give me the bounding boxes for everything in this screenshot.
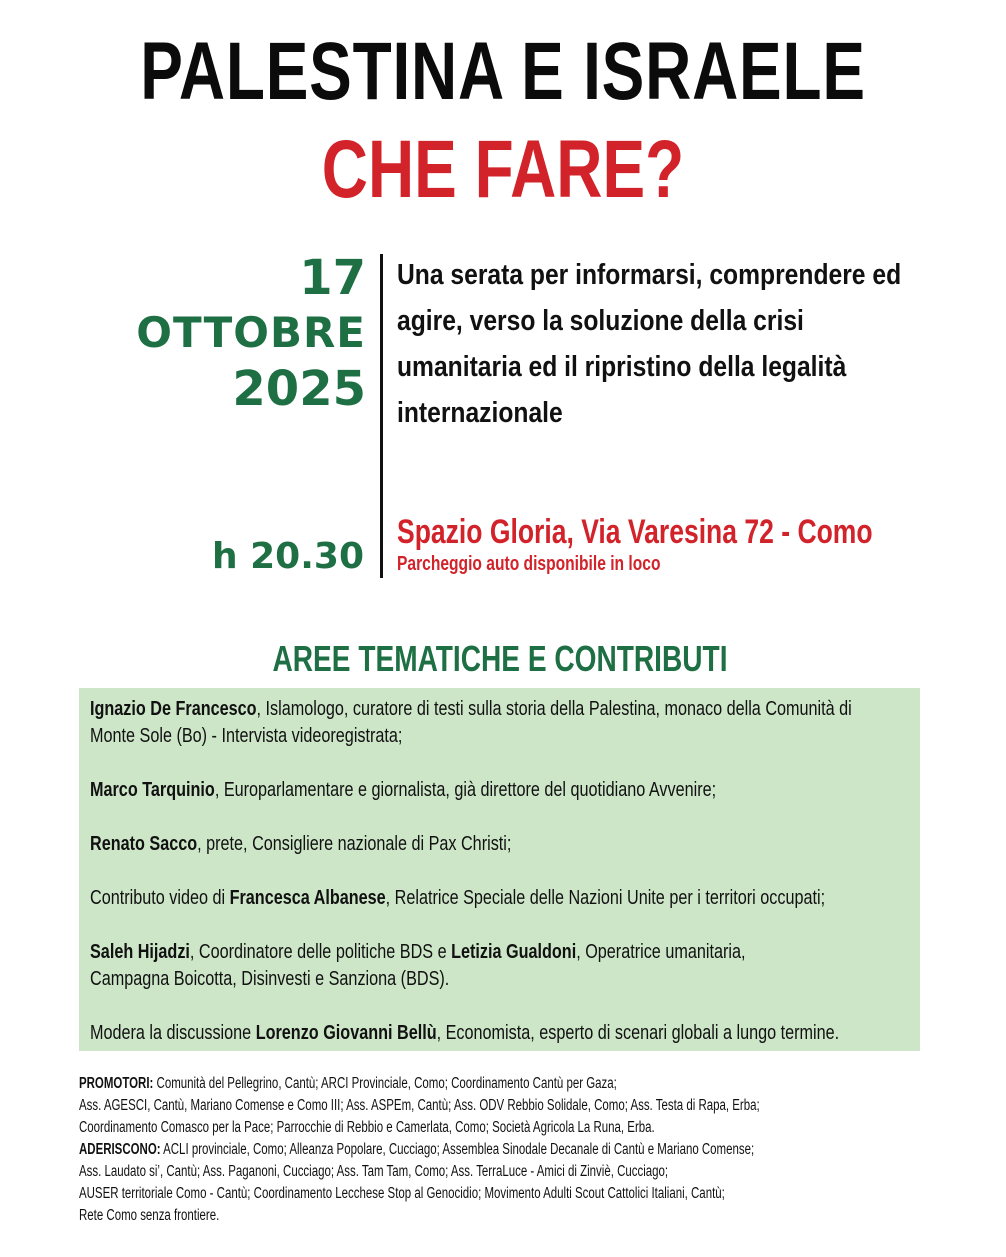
speaker-role: , Relatrice Speciale delle Nazioni Unite per i territori occupati; xyxy=(385,887,826,909)
moderator-name: Lorenzo Giovanni Bellù xyxy=(255,1022,437,1044)
promotori-line xyxy=(79,1073,893,1095)
contribution-item xyxy=(90,1020,900,1047)
speaker-role: , Europarlamentare e giornalista, già direttore del quotidiano Avvenire; xyxy=(214,779,717,801)
section-title: AREE TEMATICHE E CONTRIBUTI xyxy=(272,638,728,679)
title-line-1: PALESTINA E ISRAELE xyxy=(140,26,866,117)
speaker-role-cont: Campagna Boicotta, Disinvesti e Sanziona (BDS). xyxy=(90,968,450,990)
contribution-item xyxy=(90,777,900,804)
speaker-role-2: , Operatrice umanitaria, xyxy=(576,941,746,963)
event-date xyxy=(136,248,366,420)
promotori-line: Coordinamento Comasco per la Pace; Parrocchie di Rebbio e Camerlata, Como; Società Agricola La Runa, Erba. xyxy=(79,1119,655,1136)
aderiscono-text: ACLI provinciale, Como; Alleanza Popolare, Cucciago; Assemblea Sinodale Decanale di Cantù e Mariano Comense; xyxy=(160,1141,755,1158)
promotori-text: Comunità del Pellegrino, Cantù; ARCI Provinciale, Como; Coordinamento Cantù per Gaza; xyxy=(153,1075,617,1092)
speaker-role-cont: Monte Sole (Bo) - Intervista videoregistrata; xyxy=(90,725,403,747)
event-description xyxy=(397,252,917,436)
aderiscono-line: Ass. Laudato si’, Cantù; Ass. Paganoni, Cucciago; Ass. Tam Tam, Como; Ass. TerraLuce - Amici di Zinviè, Cucciago; xyxy=(79,1163,669,1180)
divider-line xyxy=(380,254,383,578)
footer-credits xyxy=(79,1073,893,1227)
event-time: h 20.30 xyxy=(211,536,364,577)
speaker-role: , prete, Consigliere nazionale di Pax Christi; xyxy=(197,833,512,855)
speaker-name: Marco Tarquinio xyxy=(90,779,215,801)
speaker-name-2: Letizia Gualdoni xyxy=(451,941,577,963)
event-year: 2025 xyxy=(232,361,366,417)
event-month: OTTOBRE xyxy=(136,308,366,357)
promotori-label: PROMOTORI: xyxy=(79,1075,154,1092)
moderator-role: , Economista, esperto di scenari globali a lungo termine. xyxy=(436,1022,840,1044)
contributions-list xyxy=(90,696,900,1074)
contribution-item xyxy=(90,696,900,750)
speaker-name: Renato Sacco xyxy=(90,833,198,855)
speaker-name: Saleh Hijadzi xyxy=(90,941,190,963)
speaker-name: Francesca Albanese xyxy=(229,887,386,909)
contribution-item xyxy=(90,831,900,858)
event-day: 17 xyxy=(299,250,366,306)
aderiscono-line: Rete Como senza frontiere. xyxy=(79,1207,220,1224)
event-description-text: Una serata per informarsi, comprendere ed agire, verso la soluzione della crisi umanitaria ed il ripristino della legalità internazionale xyxy=(397,259,902,429)
contribution-item xyxy=(90,885,900,912)
event-venue: Spazio Gloria, Via Varesina 72 - Como xyxy=(397,513,873,551)
contributions-box xyxy=(79,688,920,1051)
contribution-item xyxy=(90,939,900,993)
contribution-prefix: Contributo video di xyxy=(90,887,230,909)
aderiscono-line xyxy=(79,1139,893,1161)
promotori-line: Ass. AGESCI, Cantù, Mariano Comense e Como III; Ass. ASPEm, Cantù; Ass. ODV Rebbio Solidale, Como; Ass. Testa di Rapa, Erba; xyxy=(79,1097,760,1114)
speaker-role: , Coordinatore delle politiche BDS e xyxy=(189,941,452,963)
aderiscono-label: ADERISCONO: xyxy=(79,1141,161,1158)
speaker-role: , Islamologo, curatore di testi sulla storia della Palestina, monaco della Comunità di xyxy=(256,698,852,720)
aderiscono-line: AUSER territoriale Como - Cantù; Coordinamento Lecchese Stop al Genocidio; Movimento Adulti Scout Cattolici Italiani, Cantù; xyxy=(79,1185,725,1202)
parking-note: Parcheggio auto disponibile in loco xyxy=(397,553,661,575)
contribution-prefix: Modera la discussione xyxy=(90,1022,256,1044)
speaker-name: Ignazio De Francesco xyxy=(90,698,257,720)
title-line-2: CHE FARE? xyxy=(321,124,685,215)
